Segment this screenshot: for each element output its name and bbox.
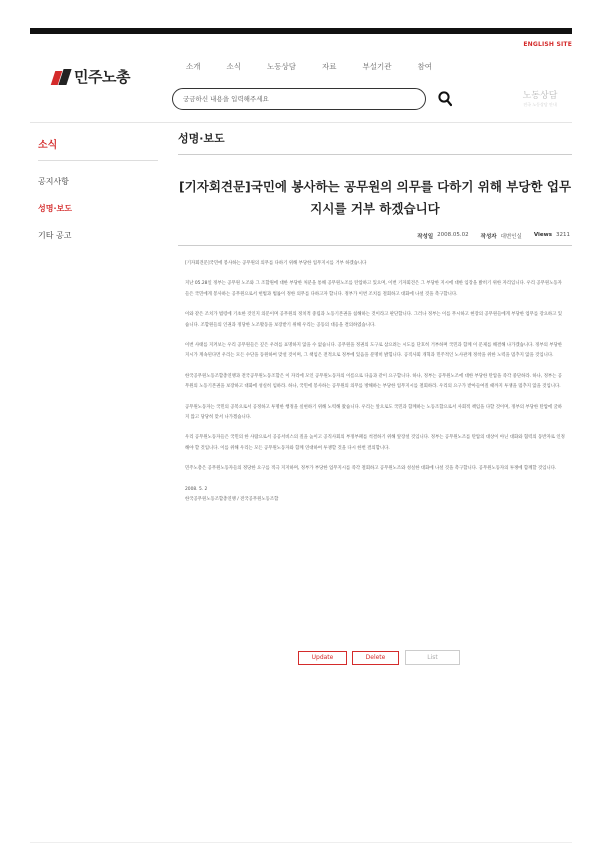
search-icon[interactable] — [438, 91, 452, 107]
date-label: 작성일 — [417, 234, 434, 240]
article-paragraph: 한국공무원노동조합총연맹과 전국공무원노동조합은 이 자리에 모인 공무원노동자의 이름으로 다음과 같이 요구합니다. 하나, 정부는 공무원노조에 대한 부당한 탄압을 즉각 중단하라. 하나, 정부는 공무원의 노동기본권을 보장하고 대화에 성실히 임하라. 하나, 국민에 봉사하는 공무원의 의무를 방해하는 부당한 업무지시를 철회하라. 우리의 요구가 받아들여질 때까지 투쟁을 멈추지 않을 것입니다. — [185, 373, 563, 390]
main-nav — [186, 61, 458, 72]
article-body — [185, 259, 565, 516]
english-site-link[interactable]: ENGLISH SITE — [523, 41, 572, 48]
article-paragraph: [기자회견문]국민에 봉사하는 공무원의 의무를 다하기 위해 부당한 업무지시를 거부 하겠습니다 — [185, 261, 367, 266]
page-title: 성명·보도 — [178, 132, 225, 145]
nav-item-affiliates[interactable]: 부설기관 — [362, 62, 392, 71]
nav-item-labor-consult[interactable]: 노동상담 — [267, 62, 296, 71]
sidebar-divider — [38, 160, 158, 161]
delete-button[interactable]: Delete — [352, 651, 399, 665]
labor-consult-sub: 전국 노동상담 안내 — [523, 102, 557, 107]
sidebar-item-notice[interactable]: 공지사항 — [38, 177, 69, 186]
article-title: [기자회견문]국민에 봉사하는 공무원의 의무를 다하기 위해 부당한 업무지시를 거부 하겠습니다 — [178, 179, 572, 216]
nav-item-news[interactable]: 소식 — [226, 62, 241, 71]
author-value: 대변인실 — [500, 234, 522, 240]
article-date: 2008. 5. 2 — [185, 486, 208, 492]
sidebar-item-other-notices[interactable]: 기타 공고 — [38, 231, 72, 240]
title-divider — [178, 154, 572, 155]
top-bar — [30, 28, 572, 34]
date-value: 2008.05.02 — [437, 232, 469, 238]
views-value: 3211 — [556, 232, 570, 238]
logo[interactable] — [53, 66, 130, 87]
article-paragraph: 지난 05.28일 정부는 공무원 노조와 그 조합원에 대한 부당한 처분을 통해 공무원노조를 탄압하고 있으며, 이번 기자회견은 그 부당한 지시에 대한 입장을 밝히기 위한 자리입니다. 우리 공무원노동자들은 국민에게 봉사하는 공무원으로서 헌법과 법률이 정한 의무를 다하고자 합니다. 정부가 이번 조치를 철회하고 대화에 나설 것을 촉구합니다. — [185, 281, 562, 297]
article-paragraph: 공무원노동자는 국민의 공복으로서 공정하고 투명한 행정을 실현하기 위해 노력해 왔습니다. 우리는 앞으로도 국민과 함께하는 노동조합으로서 사회적 책임을 다할 것이며, 정부의 부당한 탄압에 굴하지 않고 당당히 맞서 나가겠습니다. — [185, 404, 563, 421]
article-paragraph: 민주노총은 공무원노동자들의 정당한 요구를 적극 지지하며, 정부가 부당한 업무지시를 즉각 철회하고 공무원노조와 성실한 대화에 나설 것을 촉구합니다. 공무원노동자의 투쟁에 함께할 것입니다. — [185, 466, 557, 472]
nav-item-resources[interactable]: 자료 — [321, 62, 337, 71]
labor-consult-title: 노동상담 — [522, 91, 558, 101]
author-label: 작성자 — [480, 234, 497, 240]
nav-item-intro[interactable]: 소개 — [186, 62, 201, 71]
article-signature: 한국공무원노동조합총연맹 / 전국공무원노동조합 — [185, 497, 279, 503]
search-input[interactable] — [183, 95, 403, 103]
update-button[interactable]: Update — [298, 651, 347, 665]
sidebar-item-statements[interactable]: 성명·보도 — [38, 204, 72, 213]
list-button[interactable]: List — [405, 650, 460, 665]
logo-mark-icon — [53, 69, 71, 85]
article-paragraph: 우리 공무원노동자들은 국민의 한 사람으로서 공공서비스의 질을 높이고 공직사회의 부정부패를 척결하기 위해 앞장설 것입니다. 정부는 공무원노조를 탄압의 대상이 아닌 대화와 협력의 동반자로 인정해야 할 것입니다. 이를 위해 우리는 모든 공무원노동자와 함께 연대하여 투쟁할 것을 다시 한번 결의합니다. — [185, 435, 565, 451]
header-divider — [30, 122, 572, 123]
article-paragraph: 이번 사태를 지켜보는 우리 공무원들은 깊은 우려를 표명하지 않을 수 없습니다. 공무원을 정권의 도구로 삼으려는 시도를 단호히 거부하며 국민과 함께 이 문제를 해결해 나가겠습니다. 정부의 부당한 지시가 계속된다면 우리는 모든 수단을 동원하여 맞설 것이며, 그 책임은 전적으로 정부에 있음을 분명히 밝힙니다. 공직사회 개혁과 민주적인 노사관계 정착을 위한 노력을 멈추지 않을 것입니다. — [185, 343, 562, 359]
sidebar-menu — [38, 176, 72, 257]
logo-text: 민주노총 — [74, 68, 130, 86]
views-label: Views — [533, 232, 552, 238]
search-box — [172, 88, 426, 110]
labor-consult-link[interactable] — [520, 88, 560, 108]
sidebar-title: 소식 — [38, 140, 58, 151]
meta-divider — [178, 245, 572, 246]
nav-item-participate[interactable]: 참여 — [417, 62, 432, 71]
article-meta — [417, 232, 570, 240]
article-paragraph: 이와 같은 조치가 법령에 기초한 것인지 의문이며 공무원의 정치적 중립과 노동기본권을 침해하는 것이라고 판단합니다. 그러나 정부는 이를 무시하고 현장의 공무원들에게 부당한 업무를 강요하고 있습니다. 조합원들의 인권과 정당한 노조활동을 보장받기 위해 우리는 공동의 대응을 결의하였습니다. — [185, 312, 563, 328]
footer-divider — [30, 842, 572, 843]
